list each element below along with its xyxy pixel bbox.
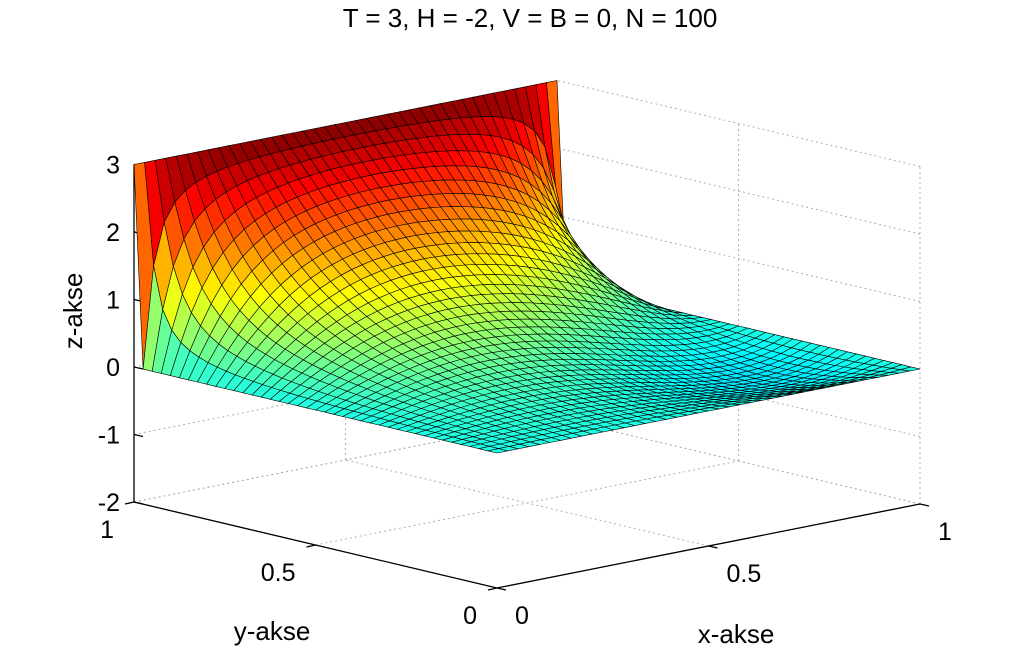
x-axis-label: x-akse (697, 619, 775, 649)
grid-line-y-floor (316, 461, 739, 545)
y-tick-label: 0 (463, 602, 477, 630)
z-tick-label: 2 (106, 219, 120, 247)
y-tick-label: 1 (100, 516, 114, 544)
y-tick-mark (488, 588, 497, 590)
z-axis-label: z-akse (58, 272, 88, 350)
y-tick-label: 0.5 (260, 559, 296, 587)
z-tick-label: -1 (97, 421, 120, 450)
surface-mesh (134, 81, 920, 454)
x-tick-label: 0 (515, 602, 529, 630)
x-tick-label: 0.5 (726, 560, 762, 588)
x-tick-mark (920, 504, 929, 506)
y-tick-mark (125, 502, 134, 504)
z-tick-mark (134, 367, 143, 369)
y-tick-mark (307, 545, 316, 547)
x-tick-mark (497, 588, 506, 590)
z-tick-label: 1 (106, 286, 120, 315)
x-tick-label: 1 (938, 518, 952, 546)
z-tick-label: 0 (106, 354, 120, 382)
z-tick-label: -2 (97, 489, 120, 517)
z-tick-label: 3 (106, 151, 120, 180)
chart-title: T = 3, H = -2, V = B = 0, N = 100 (342, 3, 718, 33)
y-axis-label: y-akse (233, 616, 311, 646)
z-tick-mark (134, 435, 143, 437)
grid-line-z-sidewall (557, 81, 920, 167)
x-tick-mark (709, 546, 718, 548)
